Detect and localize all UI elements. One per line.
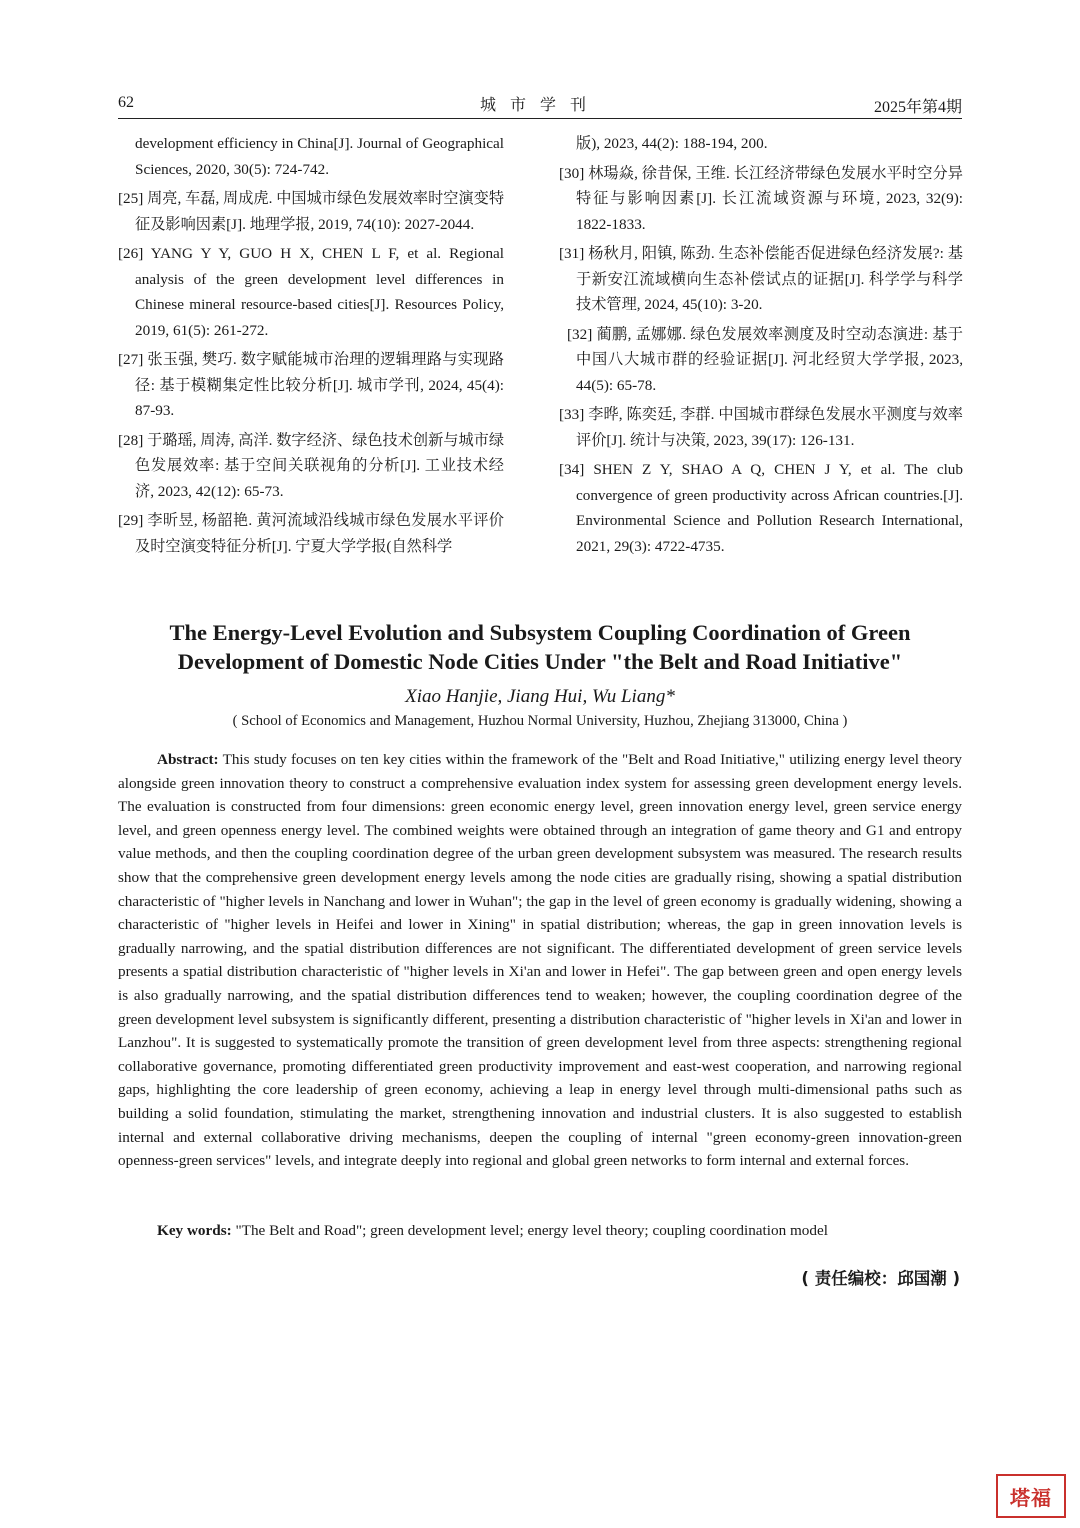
journal-name: 城市学刊 [479,97,600,114]
reference-entry: [27] 张玉强, 樊巧. 数字赋能城市治理的逻辑理路与实现路径: 基于模糊集定性比较分析[J]. 城市学刊, 2024, 45(4): 87-93. [118,351,504,419]
references-right-column [559,131,963,563]
keywords-text: "The Belt and Road"; green development level; energy level theory; coupling coordination model [235,1222,828,1239]
reference-entry: [28] 于璐瑶, 周涛, 高洋. 数字经济、绿色技术创新与城市绿色发展效率: 基于空间关联视角的分析[J]. 工业技术经济, 2023, 42(12): 65-73. [118,431,505,500]
reference-entry: 版), 2023, 44(2): 188-194, 200. [576,135,768,152]
reference-entry: [34] SHEN Z Y, SHAO A Q, CHEN J Y, et al. The club convergence of green productivity across African countries.[J]. Environmental Science and Pollution Research International, 2021, 29(3): 4722-4735. [559,461,963,555]
editor-note: ( 责任编校：邱国潮 ) [801,1269,960,1288]
reference-entry: [25] 周亮, 车磊, 周成虎. 中国城市绿色发展效率时空演变特征及影响因素[J]. 地理学报, 2019, 74(10): 2027-2044. [118,190,505,233]
abstract [118,748,962,1173]
keywords [118,1219,962,1243]
authors: Xiao Hanjie, Jiang Hui, Wu Liang* [405,686,675,707]
reference-entry: [26] YANG Y Y, GUO H X, CHEN L F, et al. Regional analysis of the green development level differences in Chinese mineral resource-based cities[J]. Resources Policy, 2019, 61(5): 261-272. [118,245,504,339]
affiliation: ( School of Economics and Management, Huzhou Normal University, Huzhou, Zhejiang 313000, China ) [232,713,848,729]
keywords-label: Key words: [157,1222,232,1239]
references-left-column [118,131,504,563]
abstract-text: This study focuses on ten key cities within the framework of the "Belt and Road Initiative," utilizing energy level theory alongside green innovation theory to construct a comprehensive evaluation index system for assessing green development energy levels. The evaluation is constructed from four dimensions: green economic energy level, green innovation energy level, green service energy level, and green openness energy level. The combined weights were obtained through an integration of game theory and G1 and entropy value methods, and then the coupling coordination degree of the urban green development subsystem was measured. The research results show that the comprehensive green development energy levels among the node cities are gradually rising, showing a spatial distribution characteristic of "higher levels in Nanchang and lower in Wuhan"; the gap in the level of green economy is gradually widening, showing a characteristic of "higher levels in Heifei and lower in Xining" in spatial distribution; whereas, the gap in green innovation levels is gradually narrowing, and the spatial distribution differences are not significant. The differentiated development of green service levels presents a spatial distribution characteristic of "higher levels in Xi'an and lower in Hefei". The gap between green and open energy levels is also gradually narrowing, and the spatial distribution differences tend to weaken; however, the coupling coordination degree of the green development level subsystem is significantly different, presenting a distribution characteristic of "higher levels in Xi'an and lower in Lanzhou". It is suggested to systematically promote the transition of green development level from three aspects: strengthening regional collaborative governance, promoting differentiated green productivity improvement and east-west cooperation, and narrowing regional gaps, highlighting the core leadership of green economy, achieving a leap in energy level through multi-dimensional paths such as building a solid foundation, stimulating the market, strengthening innovation and industrial clusters. It is also suggested to establish internal and external collaborative driving mechanisms, deepen the coupling of internal "green economy-green innovation-green openness-green services" levels, and integrate deeply into regional and global green networks to form internal and external forces. [118,751,962,1170]
page-number: 62 [118,94,134,111]
reference-entry: [29] 李昕昱, 杨韶艳. 黄河流域沿线城市绿色发展水平评价及时空演变特征分析[J]. 宁夏大学学报(自然科学 [118,512,504,555]
reference-entry: [32] 蔺鹏, 孟娜娜. 绿色发展效率测度及时空动态演进: 基于中国八大城市群的经验证据[J]. 河北经贸大学学报, 2023, 44(5): 65-78. [567,325,963,394]
running-header [118,92,962,119]
reference-entry: [30] 林瑒焱, 徐昔保, 王维. 长江经济带绿色发展水平时空分异特征与影响因素[J]. 长江流域资源与环境, 2023, 32(9): 1822-1833. [559,164,963,233]
reference-entry: development efficiency in China[J]. Journal of Geographical Sciences, 2020, 30(5): 724-742. [135,135,504,178]
abstract-label: Abstract: [157,751,219,768]
article-title-line: Development of Domestic Node Cities Under "the Belt and Road Initiative" [177,649,903,674]
article-title [100,618,980,676]
reference-entry: [33] 李晔, 陈奕廷, 李群. 中国城市群绿色发展水平测度与效率评价[J]. 统计与决策, 2023, 39(17): 126-131. [559,406,963,449]
issue-label: 2025年第4期 [873,99,962,116]
reference-entry: [31] 杨秋月, 阳镇, 陈劲. 生态补偿能否促进绿色经济发展?: 基于新安江流域横向生态补偿试点的证据[J]. 科学学与科学技术管理, 2024, 45(10): 3-20. [559,245,963,313]
article-title-line: The Energy-Level Evolution and Subsystem Coupling Coordination of Green [169,620,911,645]
watermark-stamp: 塔福 [996,1474,1066,1518]
